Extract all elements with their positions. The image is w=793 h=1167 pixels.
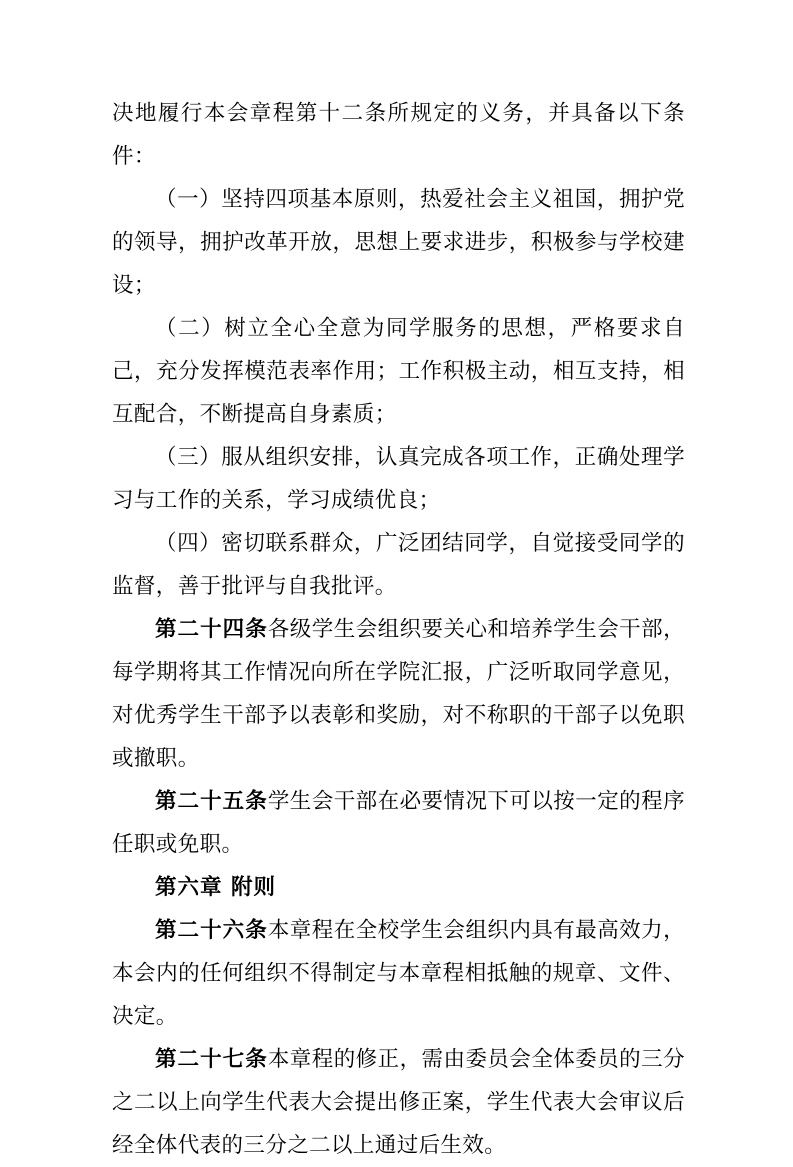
paragraph-text: （四）密切联系群众，广泛团结同学，自觉接受同学的监督，善于批评与自我批评。 xyxy=(112,531,685,599)
paragraph-text: 各级学生会组织要关心和培养学生会干部，每学期将其工作情况向所在学院汇报，广泛听取同学意见，对优秀学生干部予以表彰和奖励，对不称职的干部子以免职或撤职。 xyxy=(112,617,685,771)
paragraph-condition-3 xyxy=(112,436,685,522)
paragraph-continued-duties xyxy=(112,92,685,178)
paragraph-text: （一）坚持四项基本原则，热爱社会主义祖国，拥护党的领导，拥护改革开放，思想上要求进步，积极参与学校建设； xyxy=(112,187,685,298)
paragraph-condition-1 xyxy=(112,178,685,307)
paragraph-article-27 xyxy=(112,1038,685,1167)
paragraph-condition-4 xyxy=(112,522,685,608)
paragraph-text: 学生会干部在必要情况下可以按一定的程序任职或免职。 xyxy=(112,789,685,857)
paragraph-article-24 xyxy=(112,608,685,780)
paragraph-article-25 xyxy=(112,780,685,866)
article-number: 第二十七条 xyxy=(155,1047,268,1072)
chapter-heading-text: 第六章 附则 xyxy=(155,875,276,900)
paragraph-text: 本章程在全校学生会组织内具有最高效力，本会内的任何组织不得制定与本章程相抵触的规章、文件、决定。 xyxy=(112,918,685,1029)
paragraph-text: 决地履行本会章程第十二条所规定的义务，并具备以下条件： xyxy=(112,101,685,169)
document-body xyxy=(112,92,685,1167)
paragraph-text: （二）树立全心全意为同学服务的思想，严格要求自己，充分发挥模范表率作用；工作积极主动，相互支持，相互配合，不断提高自身素质； xyxy=(112,316,685,427)
article-number: 第二十六条 xyxy=(155,918,268,943)
paragraph-condition-2 xyxy=(112,307,685,436)
chapter-6-heading xyxy=(112,866,685,909)
paragraph-article-26 xyxy=(112,909,685,1038)
paragraph-text: 本章程的修正，需由委员会全体委员的三分之二以上向学生代表大会提出修正案，学生代表大会审议后经全体代表的三分之二以上通过后生效。 xyxy=(112,1047,685,1158)
article-number: 第二十五条 xyxy=(155,789,268,814)
article-number: 第二十四条 xyxy=(155,617,268,642)
paragraph-text: （三）服从组织安排，认真完成各项工作，正确处理学习与工作的关系，学习成绩优良； xyxy=(112,445,685,513)
